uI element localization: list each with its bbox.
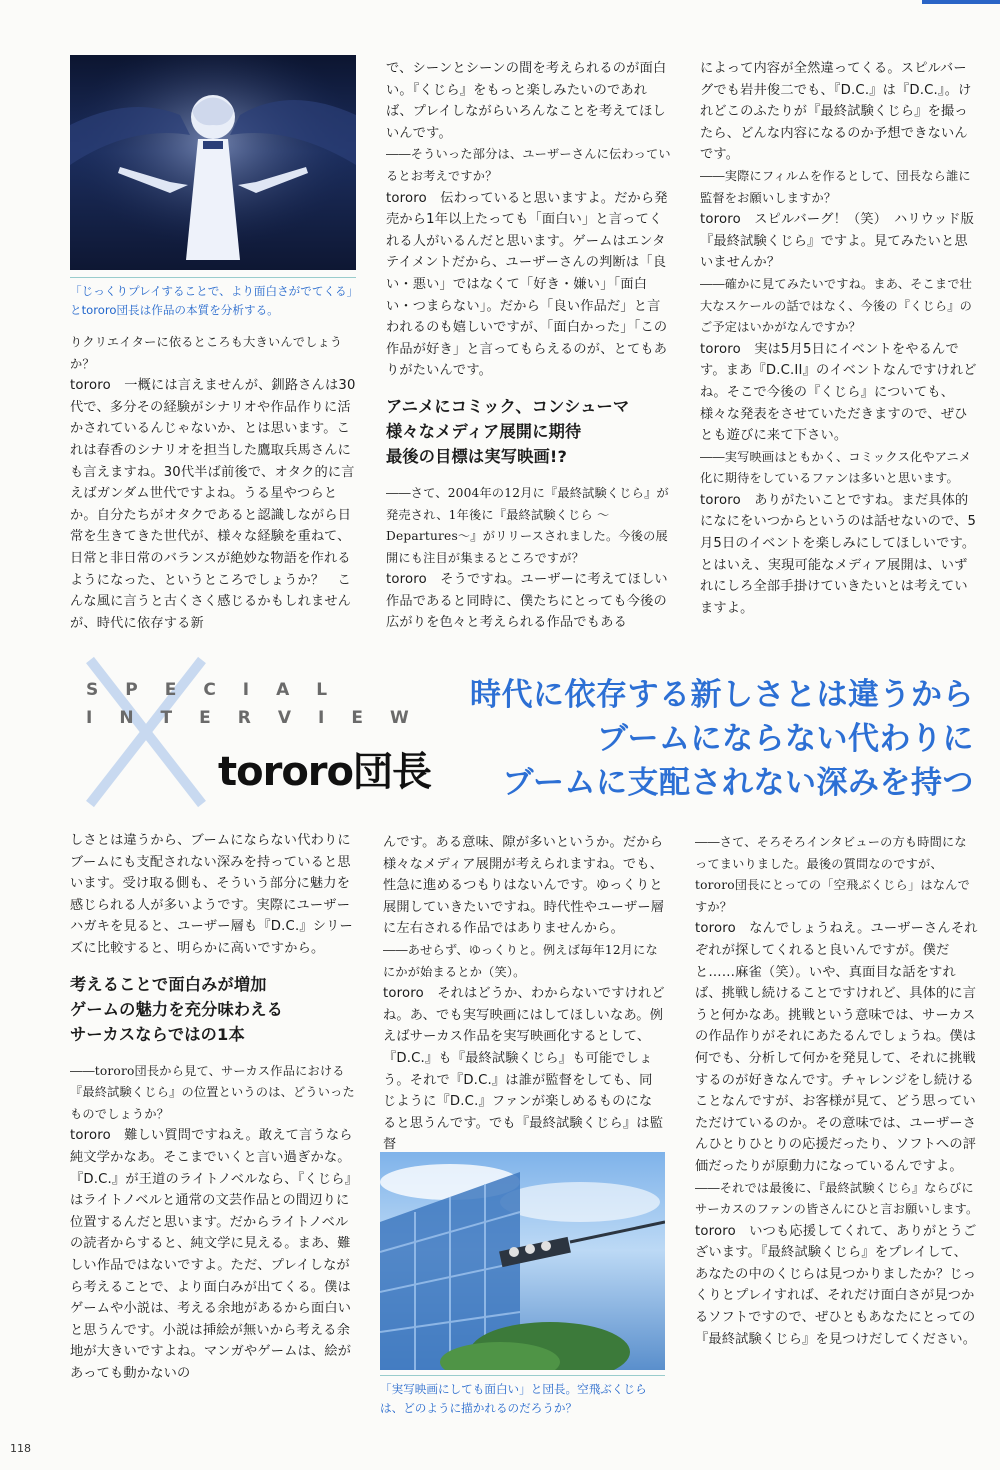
subheading-line: アニメにコミック、コンシューマ (386, 396, 630, 416)
answer-text: tororo そうですね。ユーザーに考えてほしい作品であると同時に、僕たちにとっても今後の広がりを色々と考えられる作品でもある (386, 572, 668, 631)
answer-text: tororo いつも応援してくれて、ありがとうございます。『最終試験くじら』をプレイして、あなたの中のくじらは見つかりましたか？じっくりとプレイすれば、それだけ面白さが見つかるソフトですので、ぜひともあなたにとっての『最終試験くじら』を見つけだしてください。 (695, 1223, 977, 1347)
subheading-line: 最後の目標は実写映画!? (386, 446, 568, 466)
subheading-line: 考えることで面白みが増加 (70, 974, 267, 994)
column-top-mid (386, 58, 672, 634)
subheading-line: ゲームの魅力を充分味わえる (70, 999, 284, 1019)
question-text: ――あせらず、ゆっくりと。例えば毎年12月になにかが始まるとか（笑）。 (383, 942, 658, 979)
answer-text: tororo 伝わっていると思いますよ。だから発売から1年以上たっても「面白い」と言ってくれる人がいるんだと思います。ゲームはエンタテイメントだから、ユーザーさんの判断は「良い・悪い」ではなくて「好き・嫌い」「面白い・つまらない」。だから「良い作品だ」と言われるのも嬉しいですが、「面白かった」「この作品が好き」と言ってもらえるのが、とてもありがたいんです。 (386, 190, 668, 379)
page-number: 118 (10, 1442, 31, 1455)
headline (470, 673, 974, 805)
bottom-photo-building (380, 1152, 665, 1370)
question-text: ――確かに見てみたいですね。まあ、そこまで壮大なスケールの話ではなく、今後の『くじら』のご予定はいかがなんですか？ (700, 276, 973, 335)
headline-line: ブームに支配されない深みを持つ (502, 765, 974, 801)
answer-text: tororo 難しい質問ですねえ。敢えて言うなら純文学かなあ。そこまでいくと言い過ぎかな。『D.C.』が王道のライトノベルなら、『くじら』はライトノベルと通常の文芸作品との間辺りに位置するんだと思います。だからライトノベルの読者からすると、純文学に見える。まあ、難しい作品ではないですよ。ただ、プレイしながら考えることで、より面白みが出てくる。僕はゲームや小説は、考える余地があるから面白いと思うんです。小説は挿絵が無いから考える余地が大きいですよね。マンガやゲームは、絵があっても動かないの (70, 1128, 353, 1381)
column-top-left (70, 332, 356, 634)
answer-text: しさとは違うから、ブームにならない代わりにブームにも支配されない深みを持っていると思います。受け取る側も、そういう部分に魅力を感じられる人が多いようです。実際にユーザーハガキを見ると、ユーザー層も『D.C.』シリーズに比較すると、明らかに高いですから。 (70, 833, 353, 956)
answer-text: tororo 実は5月5日にイベントをやるんです。まあ『D.C.II』のイベントなんですけれどね。そこで今後の『くじら』についても、様々な発表をさせていただきますので、ぜひとも遊びに来て下さい。 (700, 341, 977, 444)
answer-text: tororo それはどうか、わからないですけれどね。あ、でも実写映画にはしてほしいなあ。例えばサーカス作品を実写映画化するとして、『D.C.』も『最終試験くじら』も可能でしょう。それで『D.C.』は誰が監督をしても、同じように『D.C.』ファンが楽しめるものになると思うんです。でも『最終試験くじら』は監督 (383, 986, 665, 1153)
answer-text: んです。ある意味、隙が多いというか。だから様々なメディア展開が考えられますね。でも、性急に進めるつもりはないんです。ゆっくりと展開していきたいですね。時代性やユーザー層に左右される作品ではありませんから。 (383, 835, 665, 937)
subheading (386, 394, 672, 469)
building-illustration (380, 1152, 665, 1370)
answer-text: で、シーンとシーンの間を考えられるのが面白い。『くじら』をもっと楽しみたいのであれば、プレイしながらいろんなことを考えてほしいんです。 (386, 61, 667, 141)
interview-label: INTERVIEW (86, 708, 436, 728)
question-text: ――実際にフィルムを作るとして、団長なら誰に監督をお願いしますか？ (700, 168, 971, 205)
answer-text: tororo ありがたいことですね。まだ具体的になにをいつからというのは話せないので、5月5日のイベントを楽しみにしてほしいです。とはいえ、実現可能なメディア展開は、いずれにしろ全部手掛けていきたいとは考えていますよ。 (700, 492, 977, 616)
question-text: ――実写映画はともかく、コミックス化やアニメ化に期待をしているファンは多いと思います。 (700, 449, 972, 486)
interviewee-name: tororo団長 (218, 749, 432, 795)
question-text: りクリエイターに依るところも大きいんでしょうか？ (70, 335, 343, 371)
answer-text: tororo 一概には言えませんが、釧路さんは30代で、多分その経験がシナリオや作品作りに活かされているんじゃないか、とは思います。これは春香のシナリオを担当した鷹取兵馬さんにも言えますね。30代半ば前後で、オタク的に言えばガンダム世代ですよね。うる星やつらとか。自分たちがオタクであると認識しながら日常を生きてきた世代が、様々な経験を重ねて、日常と非日常のバランスが絶妙な物語を作れるようになった、というところでしょうか？ こんな風に言うと古くさく感じるかもしれませんが、時代に依存する新 (70, 378, 356, 631)
column-bottom-right (695, 832, 979, 1350)
question-text: ――さて、2004年の12月に『最終試験くじら』が発売され、1年後に『最終試験くじら ～Departures～』がリリースされました。今後の展開にも注目が集まるところですが？ (386, 485, 669, 565)
column-top-right (700, 58, 980, 619)
answer-text: tororo スピルバーグ！（笑） ハリウッド版『最終試験くじら』ですよ。見てみたいと思いませんか？ (700, 212, 975, 271)
answer-text: によって内容が全然違ってくる。スピルバーグでも岩井俊二でも、『D.C.』は『D.C.』。けれどこのふたりが『最終試験くじら』を撮ったら、どんな内容になるのか予想できないんです。 (700, 61, 972, 163)
column-bottom-mid (383, 832, 665, 1156)
question-text: ――そういった部分は、ユーザーさんに伝わっているとお考えですか？ (386, 147, 671, 183)
question-text: ――さて、そろそろインタビューの方も時間になってまいりました。最後の質問なのですが、tororo団長にとっての「空飛ぶくじら」はなんですか？ (695, 835, 970, 914)
headline-line: ブームにならない代わりに (596, 721, 974, 757)
subheading-line: サーカスならではの1本 (70, 1024, 245, 1044)
column-bottom-left (70, 830, 356, 1384)
cross-mark (70, 652, 220, 812)
girl-illustration (70, 55, 356, 270)
top-photo-caption: 「じっくりプレイすることで、より面白さがでてくる」とtororo団長は作品の本質を分析する。 (70, 277, 356, 320)
answer-text: tororo なんでしょうねえ。ユーザーさんそれぞれが探してくれると良いんですが。僕だと……麻雀（笑）。いや、真面目な話をすれば、挑戦し続けることですけれど、具体的に言うと何かなあ。挑戦という意味では、サーカスの作品作りがそれにあたるんでしょうね。僕は何でも、分析して何かを発見して、それに挑戦するのが好きなんです。チャレンジをし続けることなんですが、お客様が見て、どう思っていただけているのか。その意味では、ユーザーさんひとりひとりの応援だったり、ソフトへの評価だったりが原動力になっているんですよ。 (695, 921, 978, 1174)
bottom-photo-caption: 「実写映画にしても面白い」と団長。空飛ぶくじらは、どのように描かれるのだろうか？ (380, 1375, 665, 1418)
headline-line: 時代に依存する新しさとは違うから (470, 677, 974, 713)
top-photo-girl (70, 55, 356, 270)
special-label: SPECIAL (86, 680, 355, 700)
top-accent-bar (922, 0, 1000, 4)
question-text: ――それでは最後に、『最終試験くじら』ならびにサーカスのファンの皆さんにひと言お願いします。 (695, 1180, 979, 1217)
subheading-line: 様々なメディア展開に期待 (386, 421, 582, 441)
question-text: ――tororo団長から見て、サーカス作品における『最終試験くじら』の位置というのは、どういったものでしょうか？ (70, 1063, 355, 1121)
subheading (70, 972, 356, 1047)
